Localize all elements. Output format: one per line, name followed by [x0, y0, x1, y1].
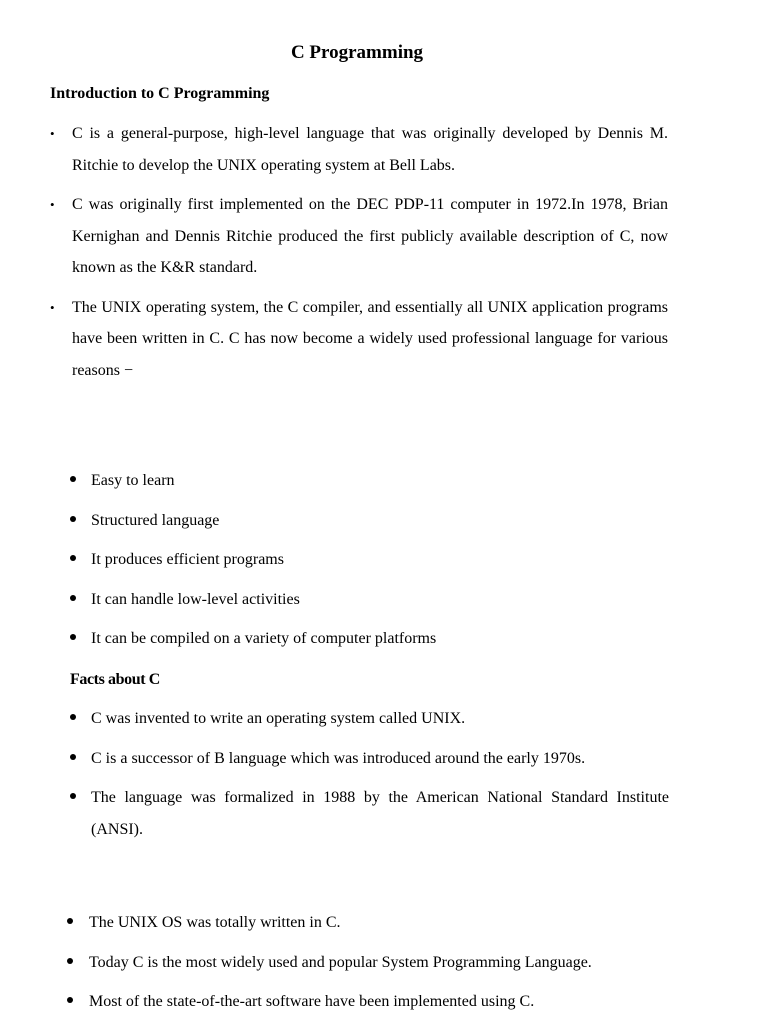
facts-list — [70, 709, 669, 866]
intro-paragraph — [50, 292, 668, 387]
list-item-text: C is a successor of B language which was introduced around the early 1970s. — [91, 749, 586, 767]
list-item-text: It can handle low-level activities — [91, 590, 300, 608]
list-item — [70, 511, 436, 531]
bullet-dot-icon — [70, 634, 76, 640]
facts-heading: Facts about C — [70, 671, 160, 688]
bullet-dot-icon — [70, 793, 76, 799]
page-title: C Programming — [290, 42, 424, 63]
list-item-text: Easy to learn — [91, 472, 175, 489]
bullet-dot-icon — [67, 958, 73, 964]
bullet-dot-icon — [70, 714, 76, 720]
list-item-text: Structured language — [91, 511, 220, 529]
bullet-icon: • — [50, 197, 55, 212]
bullet-icon: • — [50, 126, 55, 141]
bullet-dot-icon — [70, 516, 76, 522]
intro-paragraph-text: The UNIX operating system, the C compiler, and essentially all UNIX application programs have been written in C. C has now become a widely used professional language for various reasons − — [72, 298, 668, 379]
bullet-dot-icon — [70, 555, 76, 561]
list-item — [70, 782, 669, 846]
list-item-text: It produces efficient programs — [91, 551, 284, 568]
more-facts-list — [67, 913, 592, 1032]
list-item — [70, 471, 436, 491]
list-item — [70, 749, 669, 769]
intro-paragraph-text: C was originally first implemented on the DEC PDP-11 computer in 1972.In 1978, Brian Kernighan and Dennis Ritchie produced the first publicly available description of C, now known as the K&R standard. — [72, 196, 668, 276]
list-item-text: It can be compiled on a variety of computer platforms — [91, 630, 437, 647]
list-item — [67, 992, 592, 1012]
list-item — [67, 913, 592, 933]
reasons-list — [70, 471, 436, 669]
bullet-icon: • — [50, 299, 55, 315]
intro-list — [50, 118, 668, 394]
list-item-text: C was invented to write an operating system called UNIX. — [91, 710, 466, 727]
intro-heading: Introduction to C Programming — [50, 85, 270, 102]
list-item-text: The UNIX OS was totally written in C. — [89, 914, 341, 931]
bullet-dot-icon — [67, 997, 73, 1003]
intro-paragraph-text: C is a general-purpose, high-level language that was originally developed by Dennis M. Ritchie to develop the UNIX operating system at Bell Labs. — [72, 125, 668, 174]
list-item — [70, 709, 669, 729]
bullet-dot-icon — [70, 754, 76, 760]
bullet-dot-icon — [70, 476, 76, 482]
bullet-dot-icon — [70, 595, 76, 601]
intro-paragraph — [50, 189, 668, 284]
list-item-text: Most of the state-of-the-art software have been implemented using C. — [89, 993, 535, 1010]
intro-paragraph — [50, 118, 668, 181]
list-item — [70, 590, 436, 610]
list-item-text: Today C is the most widely used and popular System Programming Language. — [89, 953, 592, 971]
bullet-dot-icon — [67, 918, 73, 924]
list-item — [70, 629, 436, 649]
list-item — [70, 550, 436, 570]
list-item — [67, 953, 592, 973]
list-item-text: The language was formalized in 1988 by the American National Standard Institute (ANSI). — [91, 789, 669, 838]
